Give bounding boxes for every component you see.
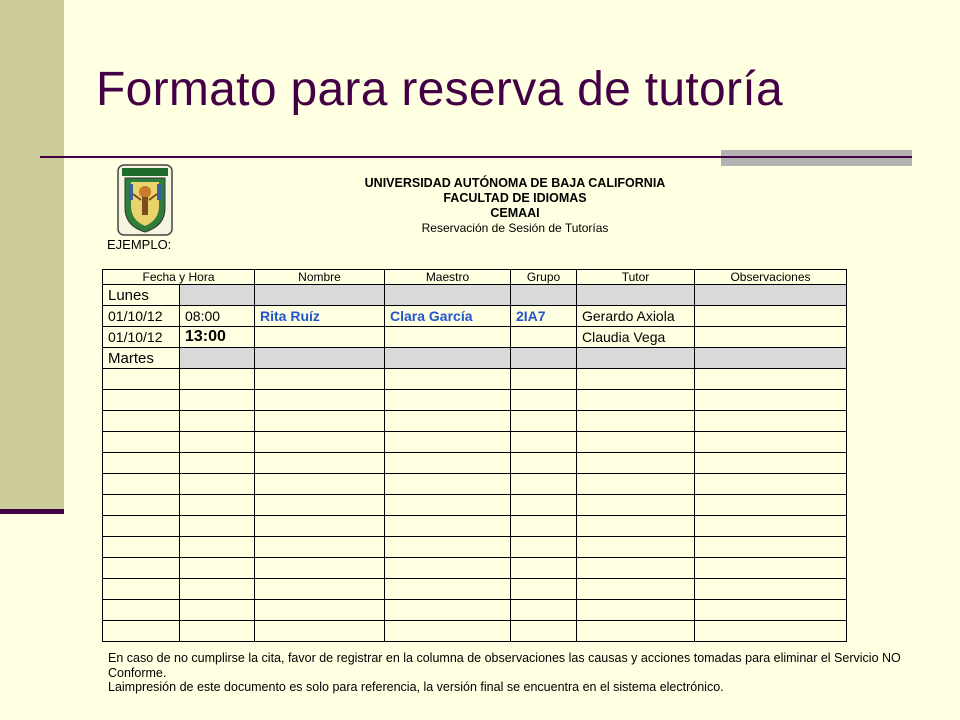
header-center: CEMAAI <box>490 206 540 220</box>
cell-fecha: 01/10/12 <box>103 327 180 348</box>
university-logo <box>117 164 173 241</box>
sidebar-accent-bar <box>0 509 64 514</box>
empty-table-row <box>103 558 847 579</box>
table-row <box>103 306 847 327</box>
cell-tutor: Gerardo Axiola <box>577 306 695 327</box>
empty-rows <box>103 369 847 642</box>
cell-maestro: Clara García <box>385 306 511 327</box>
cell-hora: 13:00 <box>180 327 255 348</box>
footnote-line-1: En caso de no cumplirse la cita, favor de registrar en la columna de observaciones las causas y acciones tomadas para eliminar el Servicio NO Conforme. <box>108 651 901 680</box>
footnote <box>108 651 908 695</box>
col-header-nombre: Nombre <box>255 270 385 285</box>
empty-table-row <box>103 369 847 390</box>
empty-table-row <box>103 621 847 642</box>
cell-grupo <box>511 327 577 348</box>
empty-table-row <box>103 579 847 600</box>
header-university: UNIVERSIDAD AUTÓNOMA DE BAJA CALIFORNIA <box>364 176 666 190</box>
empty-table-row <box>103 390 847 411</box>
title-rule <box>40 156 912 158</box>
title-rule-accent <box>721 150 912 166</box>
cell-observaciones <box>695 306 847 327</box>
empty-table-row <box>103 411 847 432</box>
table-row-lunes <box>103 285 847 306</box>
col-header-tutor: Tutor <box>577 270 695 285</box>
cell-observaciones <box>695 327 847 348</box>
example-label: EJEMPLO: <box>107 237 172 252</box>
empty-table-row <box>103 537 847 558</box>
day-label-lunes: Lunes <box>103 285 180 306</box>
table-header-row <box>103 270 847 285</box>
cell-tutor: Claudia Vega <box>577 327 695 348</box>
empty-table-row <box>103 432 847 453</box>
empty-table-row <box>103 516 847 537</box>
cell-maestro <box>385 327 511 348</box>
empty-table-row <box>103 453 847 474</box>
cell-nombre <box>255 327 385 348</box>
table-row <box>103 327 847 348</box>
day-label-martes: Martes <box>103 348 180 369</box>
col-header-fecha: Fecha y Hora <box>103 270 255 285</box>
cell-hora: 08:00 <box>180 306 255 327</box>
document-header <box>300 176 730 236</box>
cell-fecha: 01/10/12 <box>103 306 180 327</box>
col-header-grupo: Grupo <box>511 270 577 285</box>
slide-title: Formato para reserva de tutoría <box>96 63 783 116</box>
col-header-observaciones: Observaciones <box>695 270 847 285</box>
cell-nombre: Rita Ruíz <box>255 306 385 327</box>
slide-sidebar <box>0 0 64 512</box>
reservation-table <box>102 269 847 642</box>
empty-table-row <box>103 495 847 516</box>
empty-table-row <box>103 600 847 621</box>
empty-table-row <box>103 474 847 495</box>
table-row-martes <box>103 348 847 369</box>
footnote-line-2: Laimpresión de este documento es solo para referencia, la versión final se encuentra en el sistema electrónico. <box>108 680 724 694</box>
header-subtitle: Reservación de Sesión de Tutorías <box>421 221 609 235</box>
header-faculty: FACULTAD DE IDIOMAS <box>443 191 587 205</box>
col-header-maestro: Maestro <box>385 270 511 285</box>
cell-grupo: 2IA7 <box>511 306 577 327</box>
